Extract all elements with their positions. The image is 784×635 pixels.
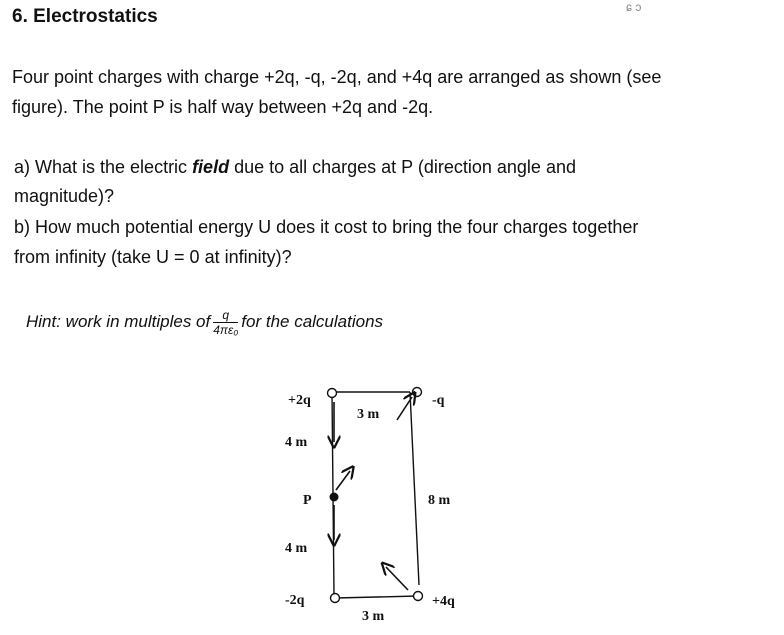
arrow-from-plus-4q: [386, 567, 408, 590]
point-p-marker: [330, 493, 339, 502]
label-point-p: P: [303, 493, 312, 508]
question-a-line-2: magnitude)?: [14, 186, 115, 206]
hint-text-pre: Hint: work in multiples of: [26, 311, 211, 331]
arrow-toward-minus-q: [397, 397, 412, 420]
label-charge-plus-2q: +2q: [288, 393, 311, 408]
arrow-at-p-diagonal: [336, 471, 350, 490]
section-title: 6. Electrostatics: [12, 6, 158, 27]
charge-plus-2q-marker: [328, 389, 337, 398]
hint-fraction-denominator: 4πε₀: [213, 323, 239, 337]
hint-text-post: for the calculations: [241, 311, 384, 331]
label-top-width: 3 m: [357, 407, 380, 422]
question-a-text-post: due to all charges at P (direction angle and: [229, 157, 576, 177]
label-total-height: 8 m: [428, 493, 451, 508]
right-edge-line: [410, 392, 419, 585]
label-charge-minus-q: -q: [432, 393, 445, 408]
intro-line-1: Four point charges with charge +2q, -q, -2q, and +4q are arranged as shown (see: [12, 67, 662, 87]
intro-line-2: figure). The point P is half way between +2q and -2q.: [12, 97, 434, 117]
bottom-edge-line: [335, 596, 418, 598]
corner-scribble: ɕ ͻ: [626, 0, 642, 14]
label-charge-minus-2q: -2q: [285, 593, 305, 608]
charge-minus-q-marker: [413, 388, 422, 397]
label-bottom-width: 3 m: [362, 609, 385, 624]
label-charge-plus-4q: +4q: [432, 594, 455, 609]
question-a-field-word: field: [192, 157, 230, 177]
question-b-line-1: b) How much potential energy U does it cost to bring the four charges together: [14, 217, 639, 237]
label-lower-height: 4 m: [285, 541, 308, 556]
charge-plus-4q-marker: [414, 592, 423, 601]
hint-fraction-numerator: q: [213, 308, 238, 323]
charge-minus-2q-marker: [331, 594, 340, 603]
label-upper-height: 4 m: [285, 435, 308, 450]
question-b-line-2: from infinity (take U = 0 at infinity)?: [14, 247, 292, 267]
question-a-text-pre: a) What is the electric: [14, 157, 193, 177]
